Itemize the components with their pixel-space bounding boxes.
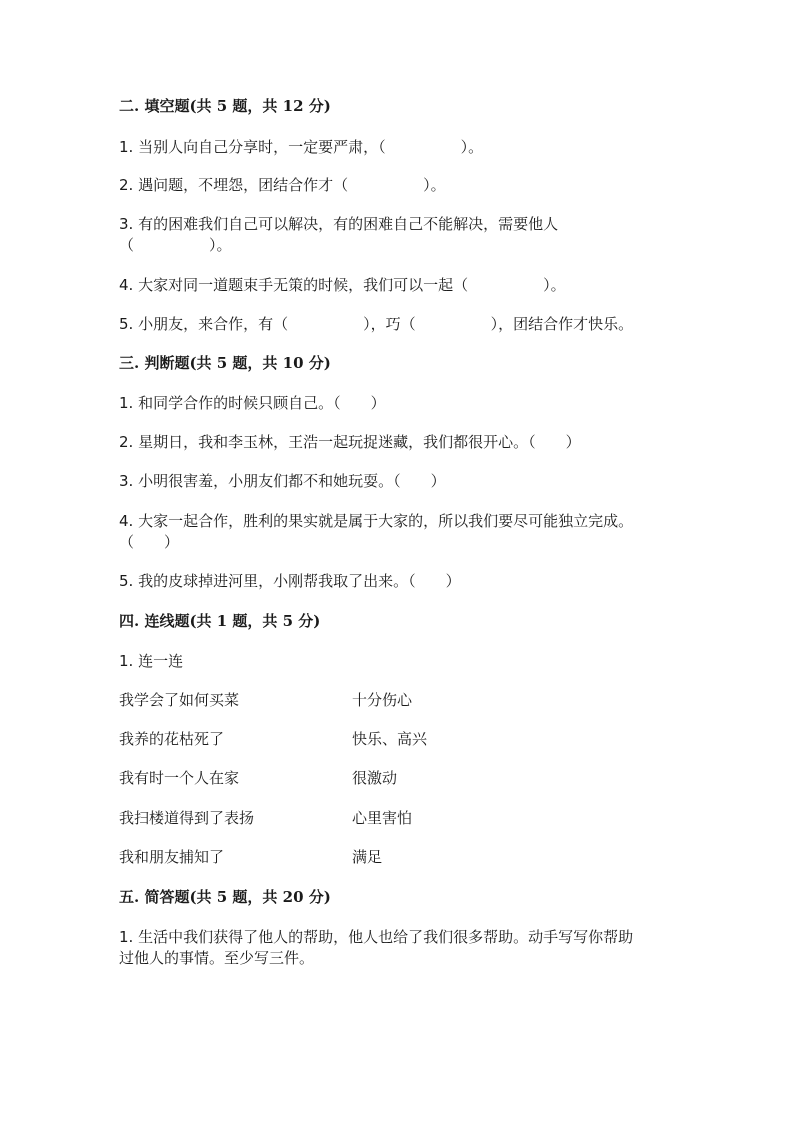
question-judge-1: 1. 和同学合作的时候只顾自己。（ ） — [119, 394, 386, 412]
question-fill-2: 2. 遇问题，不埋怨，团结合作才（ ）。 — [119, 176, 446, 194]
match-right-item: 满足 — [352, 848, 383, 866]
question-judge-3: 3. 小明很害羞，小朋友们都不和她玩耍。（ ） — [119, 472, 446, 490]
section-heading-fill-blank: 二. 填空题(共 5 题，共 12 分) — [119, 97, 331, 115]
match-right-item: 心里害怕 — [352, 809, 413, 827]
section-heading-judge: 三. 判断题(共 5 题，共 10 分) — [119, 354, 331, 372]
match-right-item: 十分伤心 — [352, 691, 413, 709]
question-judge-4-line-1: 4. 大家一起合作，胜利的果实就是属于大家的，所以我们要尽可能独立完成。 — [119, 512, 634, 530]
question-short-1-line-1: 1. 生活中我们获得了他人的帮助，他人也给了我们很多帮助。动手写写你帮助 — [119, 928, 634, 946]
question-short-1-line-2: 过他人的事情。至少写三件。 — [119, 949, 315, 967]
question-judge-5: 5. 我的皮球掉进河里，小刚帮我取了出来。（ ） — [119, 572, 461, 590]
match-left-item: 我扫楼道得到了表扬 — [119, 809, 255, 827]
question-match-1: 1. 连一连 — [119, 652, 184, 670]
question-fill-3-line-1: 3. 有的困难我们自己可以解决，有的困难自己不能解决，需要他人 — [119, 215, 559, 233]
question-judge-2: 2. 星期日，我和李玉林，王浩一起玩捉迷藏，我们都很开心。（ ） — [119, 433, 581, 451]
section-heading-short-answer: 五. 简答题(共 5 题，共 20 分) — [119, 888, 331, 906]
question-judge-4-line-2: （ ） — [119, 533, 180, 551]
question-fill-4: 4. 大家对同一道题束手无策的时候，我们可以一起（ ）。 — [119, 276, 566, 294]
question-fill-5: 5. 小朋友，来合作，有（ ），巧（ ），团结合作才快乐。 — [119, 315, 634, 333]
question-fill-1: 1. 当别人向自己分享时，一定要严肃，（ ）。 — [119, 138, 484, 156]
match-left-item: 我和朋友捕知了 — [119, 848, 225, 866]
match-right-item: 很激动 — [352, 769, 398, 787]
match-right-item: 快乐、高兴 — [352, 730, 428, 748]
match-left-item: 我养的花枯死了 — [119, 730, 225, 748]
match-left-item: 我学会了如何买菜 — [119, 691, 240, 709]
section-heading-match: 四. 连线题(共 1 题，共 5 分) — [119, 612, 321, 630]
question-fill-3-line-2: （ ）。 — [119, 236, 232, 254]
match-left-item: 我有时一个人在家 — [119, 769, 240, 787]
